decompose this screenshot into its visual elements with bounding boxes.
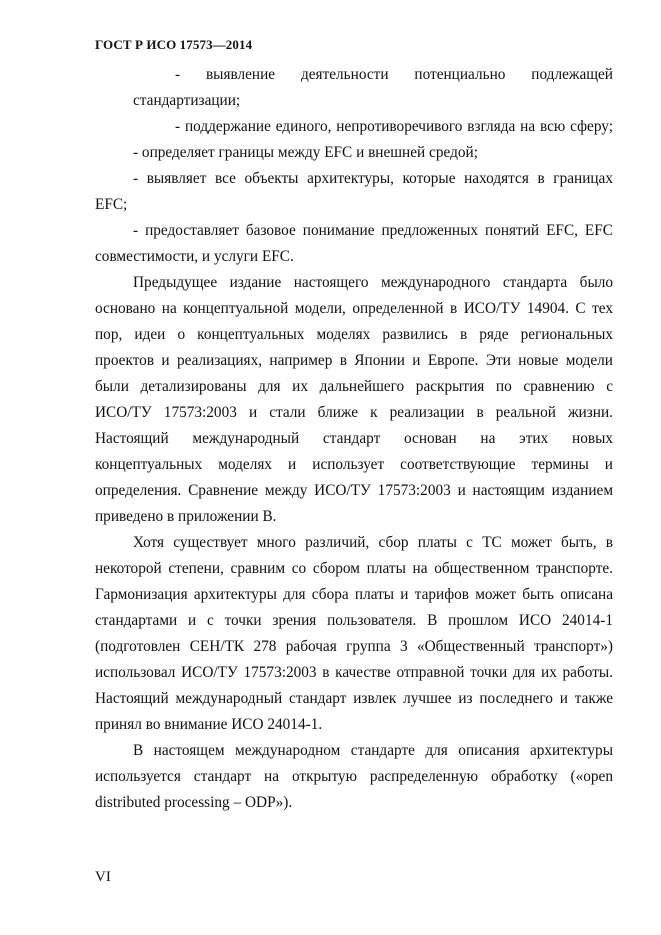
text-line: использовал ИСО/ТУ 17573:2003 в качестве отправной точки для их работы. bbox=[95, 664, 613, 681]
document-header: ГОСТ Р ИСО 17573—2014 bbox=[95, 37, 253, 52]
text-line: приведено в приложении B. bbox=[95, 508, 277, 525]
text-line: принял во внимание ИСО 24014-1. bbox=[95, 716, 323, 733]
text-line: - поддержание единого, непротиворечивого взгляда на всю сферу; bbox=[175, 118, 613, 135]
document-body bbox=[95, 62, 613, 816]
text-line: проектов и реализациях, например в Японии и Европе. Эти новые модели bbox=[95, 352, 613, 369]
page-number: VI bbox=[95, 869, 111, 885]
text-line: - определяет границы между EFC и внешней средой; bbox=[133, 144, 478, 161]
text-line: определения. Сравнение между ИСО/ТУ 17573:2003 и настоящим изданием bbox=[95, 482, 613, 499]
text-line: - выявление деятельности потенциально подлежащей bbox=[175, 66, 613, 83]
text-line: совместимости, и услуги EFC. bbox=[95, 248, 294, 265]
text-line: стандартизации; bbox=[133, 92, 241, 109]
text-line: Гармонизация архитектуры для сбора платы и тарифов может быть описана bbox=[95, 586, 613, 603]
text-line: - предоставляет базовое понимание предложенных понятий EFC, EFC bbox=[133, 222, 613, 239]
text-line: Предыдущее издание настоящего международного стандарта было bbox=[133, 274, 613, 291]
text-line: основано на концептуальной модели, определенной в ИСО/ТУ 14904. С тех bbox=[95, 300, 613, 317]
text-line: - выявляет все объекты архитектуры, которые находятся в границах bbox=[133, 170, 613, 187]
text-line: EFC; bbox=[95, 196, 128, 213]
text-line: концептуальных моделях и использует соответствующие термины и bbox=[95, 456, 613, 473]
text-line: ИСО/ТУ 17573:2003 и стали ближе к реализации в реальной жизни. bbox=[95, 404, 613, 421]
text-line: distributed processing – ODP»). bbox=[95, 794, 293, 811]
text-line: В настоящем международном стандарте для описания архитектуры bbox=[133, 742, 613, 759]
text-line: были детализированы для их дальнейшего раскрытия по сравнению с bbox=[95, 378, 613, 395]
text-line: некоторой степени, сравним со сбором платы на общественном транспорте. bbox=[95, 560, 613, 577]
text-line: пор, идеи о концептуальных моделях развились в ряде региональных bbox=[95, 326, 613, 343]
text-line: используется стандарт на открытую распределенную обработку («open bbox=[95, 768, 613, 785]
text-line: Настоящий международный стандарт основан на этих новых bbox=[95, 430, 613, 447]
text-line: (подготовлен СЕН/ТК 278 рабочая группа 3 «Общественный транспорт») bbox=[95, 638, 613, 655]
text-line: Хотя существует много различий, сбор платы с TC может быть, в bbox=[133, 534, 613, 551]
text-line: Настоящий международный стандарт извлек лучшее из последнего и также bbox=[95, 690, 613, 707]
text-line: стандартами и с точки зрения пользователя. В прошлом ИСО 24014-1 bbox=[95, 612, 613, 629]
